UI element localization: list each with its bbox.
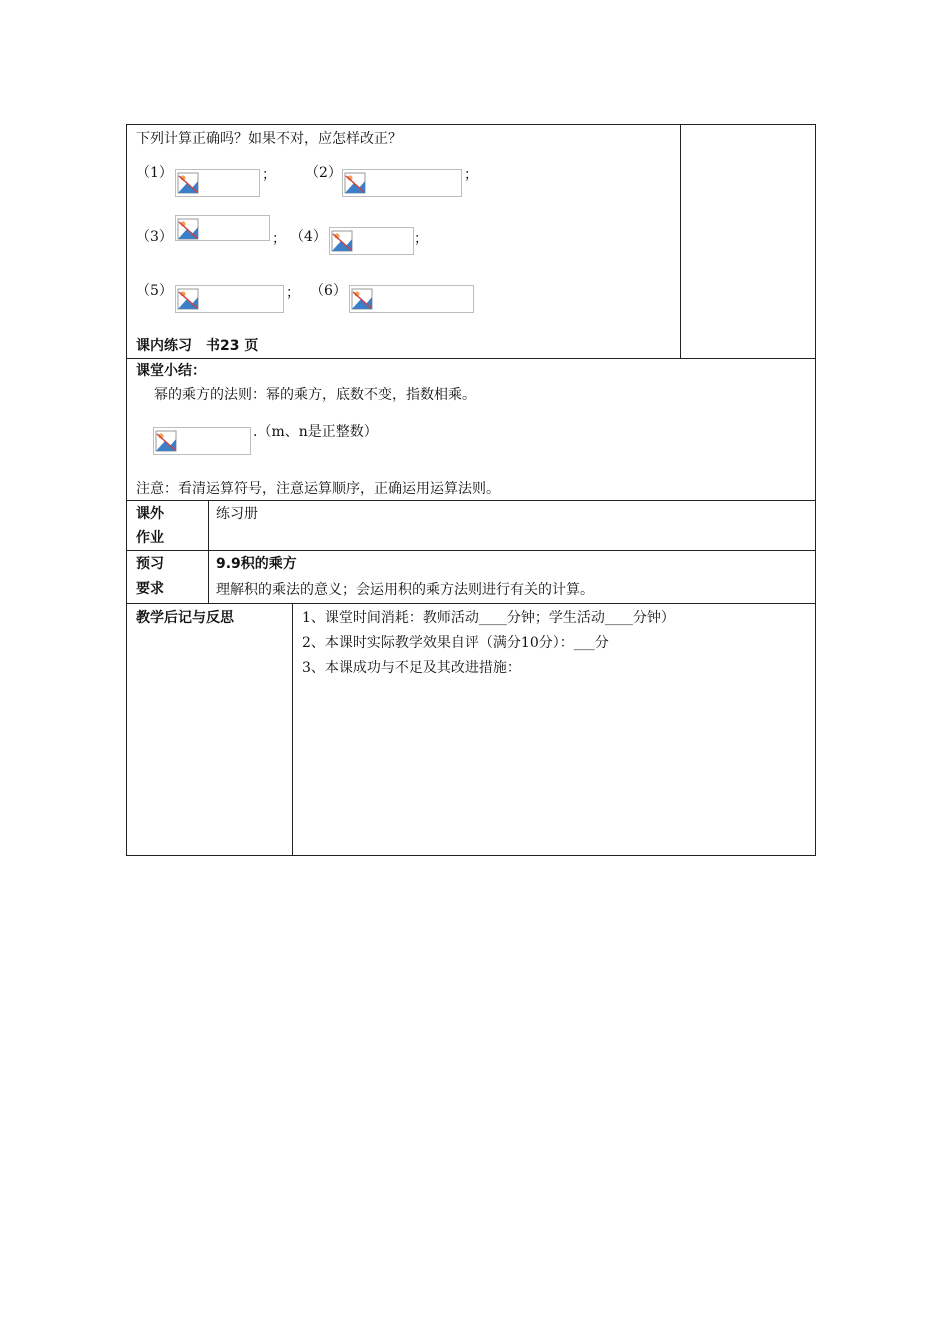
summary-title: 课堂小结： [136,363,206,379]
homework-label-1: 课外 [136,506,164,522]
preview-label-1: 预习 [136,556,164,572]
item-2-separator: ； [464,167,478,183]
reflection-label: 教学后记与反思 [136,610,234,626]
formula-image-4 [329,227,414,255]
broken-image-icon [177,172,199,194]
question-text: 下列计算正确吗？如果不对，应怎样改正？ [136,131,402,147]
reflection-line-1: 1、课堂时间消耗：教师活动____分钟；学生活动____分钟） [302,610,675,626]
formula-image-2 [342,169,462,197]
formula-image-3 [175,215,270,241]
row-divider-1 [126,358,816,359]
reflection-label-divider [292,603,293,856]
homework-label-divider [208,500,209,603]
homework-label-2: 作业 [136,530,164,546]
practice-reference: 课内练习 书23 页 [136,338,259,354]
item-3-separator: ； [272,231,286,247]
row-divider-3 [126,550,816,551]
item-1-separator: ； [262,167,276,183]
item-1-label: （1） [136,165,173,181]
summary-note: 注意：看清运算符号，注意运算顺序，正确运用运算法则。 [136,481,500,497]
item-5-label: （5） [136,283,173,299]
summary-formula-image [153,427,251,455]
preview-content: 理解积的乘法的意义；会运用积的乘方法则进行有关的计算。 [216,582,594,598]
summary-rule: 幂的乘方的法则：幂的乘方，底数不变，指数相乘。 [154,387,476,403]
summary-formula-note: .（m、n是正整数） [253,424,378,440]
item-6-label: （6） [310,283,347,299]
item-3-label: （3） [136,229,173,245]
reflection-line-2: 2、本课时实际教学效果自评（满分10分）：___分 [302,635,609,651]
broken-image-icon [177,288,199,310]
preview-title: 9.9积的乘方 [216,556,297,572]
formula-image-5 [175,285,284,313]
reflection-line-3: 3、本课成功与不足及其改进措施： [302,660,521,676]
item-2-label: （2） [305,165,342,181]
formula-image-6 [349,285,474,313]
row-divider-4 [126,603,816,604]
broken-image-icon [351,288,373,310]
broken-image-icon [177,218,199,240]
top-right-column-divider [680,124,681,358]
row-divider-2 [126,500,816,501]
item-4-label: （4） [290,229,327,245]
preview-label-2: 要求 [136,581,164,597]
broken-image-icon [344,172,366,194]
item-4-separator: ； [414,231,428,247]
broken-image-icon [331,230,353,252]
formula-image-1 [175,169,260,197]
item-5-separator: ； [286,285,300,301]
homework-content: 练习册 [216,506,258,522]
broken-image-icon [155,430,177,452]
